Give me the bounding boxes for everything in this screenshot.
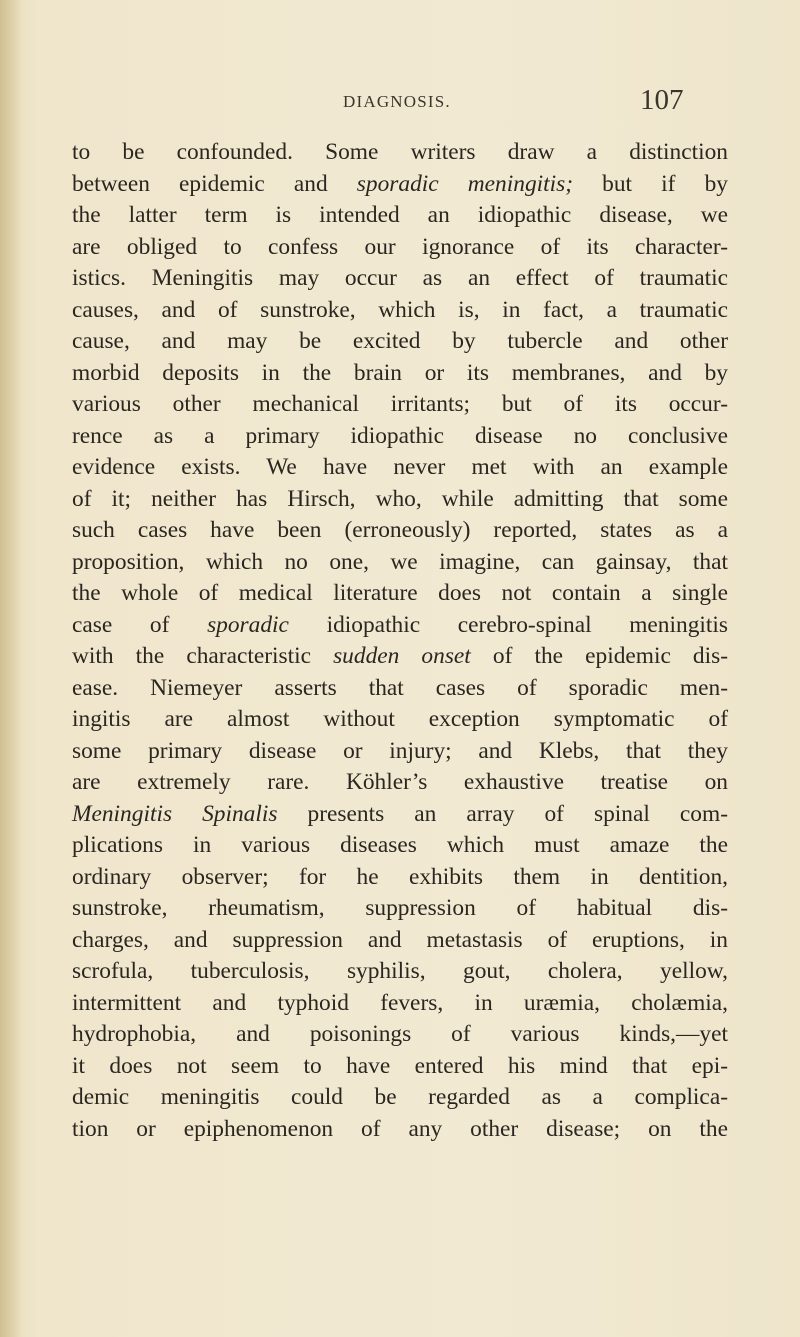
italic-text: sporadic	[207, 611, 289, 638]
text-line	[72, 137, 728, 169]
text-span: with the characteristic	[72, 643, 334, 669]
text-line	[72, 704, 728, 736]
text-span: hydrophobia, and poisonings of various kinds,—yet	[72, 1021, 728, 1047]
text-line	[72, 389, 728, 421]
text-span: cause, and may be excited by tubercle and other	[72, 328, 728, 354]
text-span: such cases have been (erroneously) reported, states as a	[72, 517, 728, 543]
text-span: of it; neither has Hirsch, who, while admitting that some	[72, 485, 728, 512]
text-line	[72, 1114, 728, 1146]
text-span: charges, and suppression and metastasis of eruptions, in	[72, 926, 728, 953]
italic-text: sporadic meningitis;	[356, 170, 574, 197]
text-span: presents an array of spinal com-	[277, 800, 728, 827]
text-line	[72, 862, 728, 894]
text-line	[72, 610, 728, 642]
text-span: between epidemic and	[72, 170, 357, 197]
text-line	[72, 169, 728, 201]
text-span: sunstroke, rheumatism, suppression of habitual dis-	[72, 895, 728, 921]
text-line	[72, 515, 728, 547]
body-text	[72, 137, 728, 1145]
text-span: ease. Niemeyer asserts that cases of sporadic men-	[72, 674, 728, 701]
text-line	[72, 295, 728, 327]
text-line	[72, 1082, 728, 1114]
text-span: morbid deposits in the brain or its membranes, and by	[72, 359, 728, 386]
italic-text: sudden onset	[333, 643, 471, 669]
text-span: idiopathic cerebro-spinal meningitis	[288, 611, 728, 638]
gutter-shadow	[0, 0, 22, 1337]
page-number: 107	[640, 84, 684, 116]
text-line	[72, 1051, 728, 1083]
text-line	[72, 547, 728, 579]
text-span: but if by	[573, 170, 728, 197]
text-line	[72, 1019, 728, 1051]
text-line	[72, 988, 728, 1020]
text-line	[72, 358, 728, 390]
text-span: rence as a primary idiopathic disease no conclusive	[72, 422, 728, 449]
text-span: evidence exists. We have never met with an example	[72, 454, 728, 480]
text-span: various other mechanical irritants; but of its occur-	[72, 391, 728, 417]
text-line	[72, 232, 728, 264]
text-line	[72, 925, 728, 957]
text-span: are extremely rare. Köhler’s exhaustive treatise on	[72, 769, 728, 795]
text-span: istics. Meningitis may occur as an effect of traumatic	[72, 265, 728, 291]
text-line	[72, 736, 728, 768]
text-line	[72, 830, 728, 862]
text-line	[72, 452, 728, 484]
text-span: causes, and of sunstroke, which is, in fact, a traumatic	[72, 296, 728, 323]
text-span: scrofula, tuberculosis, syphilis, gout, cholera, yellow,	[72, 958, 728, 984]
text-span: to be confounded. Some writers draw a distinction	[72, 139, 728, 165]
text-span: proposition, which no one, we imagine, can gainsay, that	[72, 548, 728, 575]
text-line	[72, 956, 728, 988]
text-span: ordinary observer; for he exhibits them in dentition,	[72, 863, 728, 890]
text-line	[72, 893, 728, 925]
text-line	[72, 641, 728, 673]
text-span: ingitis are almost without exception symptomatic of	[72, 706, 728, 732]
text-span: some primary disease or injury; and Klebs, that they	[72, 737, 728, 764]
text-span: demic meningitis could be regarded as a complica-	[72, 1084, 728, 1110]
text-line	[72, 578, 728, 610]
text-span: case of	[72, 611, 208, 638]
text-line	[72, 421, 728, 453]
text-line	[72, 200, 728, 232]
text-line	[72, 767, 728, 799]
text-span: intermittent and typhoid fevers, in uræmia, cholæmia,	[72, 989, 728, 1016]
text-span: tion or epiphenomenon of any other disease; on the	[72, 1115, 728, 1142]
text-line	[72, 799, 728, 831]
italic-text: Meningitis Spinalis	[72, 800, 278, 827]
text-line	[72, 484, 728, 516]
text-span: are obliged to confess our ignorance of its character-	[72, 233, 728, 260]
text-line	[72, 263, 728, 295]
running-head	[0, 86, 800, 126]
text-span: the whole of medical literature does not contain a single	[72, 580, 728, 606]
text-span: the latter term is intended an idiopathic disease, we	[72, 202, 728, 228]
text-span: plications in various diseases which must amaze the	[72, 832, 728, 858]
text-span: it does not seem to have entered his mind that epi-	[72, 1052, 728, 1079]
running-title: DIAGNOSIS.	[343, 92, 451, 111]
text-line	[72, 326, 728, 358]
text-span: of the epidemic dis-	[470, 643, 729, 669]
text-line	[72, 673, 728, 705]
